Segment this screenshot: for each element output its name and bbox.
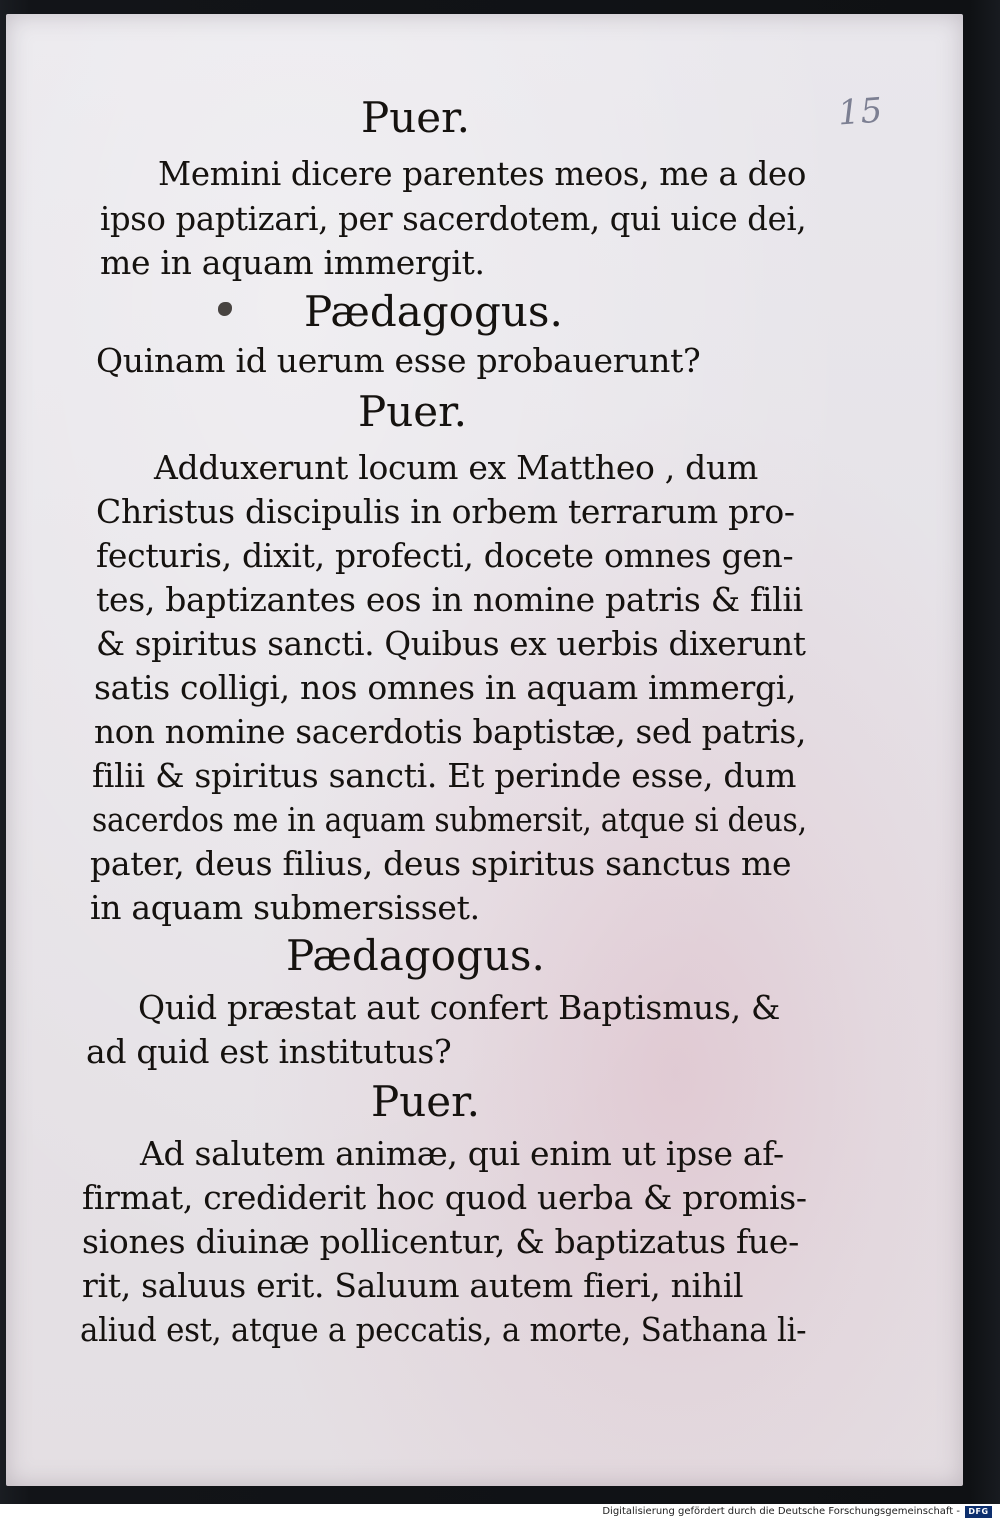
text-line: siones diuinæ pollicentur, & baptizatus fue-	[82, 1222, 799, 1261]
text-line: satis colligi, nos omnes in aquam immergi,	[94, 668, 797, 707]
text-line: Quinam id uerum esse probauerunt?	[96, 341, 701, 380]
text-line: aliud est, atque a peccatis, a morte, Sathana li-	[80, 1310, 807, 1349]
text-line: me in aquam immergit.	[100, 243, 485, 282]
text-line: sacerdos me in aquam submersit, atque si deus,	[92, 800, 807, 839]
text-line: tes, baptizantes eos in nomine patris & filii	[96, 580, 803, 619]
funding-credit: Digitalisierung gefördert durch die Deutsche Forschungsgemeinschaft -	[602, 1506, 960, 1517]
speaker-heading: Puer.	[361, 93, 470, 142]
book-page	[6, 14, 963, 1486]
speaker-heading: Pædagogus.	[304, 287, 563, 336]
text-line: ipso paptizari, per sacerdotem, qui uice dei,	[100, 199, 807, 238]
text-line: firmat, crediderit hoc quod uerba & promis-	[82, 1178, 807, 1217]
text-line: Christus discipulis in orbem terrarum pro-	[96, 492, 795, 531]
text-line: & spiritus sancti. Quibus ex uerbis dixerunt	[96, 624, 806, 663]
speaker-heading: Puer.	[358, 387, 467, 436]
text-line: Adduxerunt locum ex Mattheo , dum	[154, 448, 758, 487]
text-line: non nomine sacerdotis baptistæ, sed patris,	[94, 712, 807, 751]
speaker-heading: Puer.	[371, 1077, 480, 1126]
dfg-logo: DFG	[965, 1506, 992, 1518]
text-line: rit, saluus erit. Saluum autem fieri, nihil	[82, 1266, 744, 1305]
text-line: Quid præstat aut confert Baptismus, &	[138, 988, 781, 1027]
text-line: ad quid est institutus?	[86, 1032, 452, 1071]
text-line: in aquam submersisset.	[90, 888, 480, 927]
folio-number: 15	[836, 90, 885, 134]
ink-fleck	[218, 302, 232, 316]
speaker-heading: Pædagogus.	[286, 931, 545, 980]
text-line: fecturis, dixit, profecti, docete omnes gen-	[96, 536, 794, 575]
text-line: pater, deus filius, deus spiritus sanctus me	[90, 844, 792, 883]
text-line: filii & spiritus sancti. Et perinde esse, dum	[92, 756, 797, 795]
text-line: Ad salutem animæ, qui enim ut ipse af-	[140, 1134, 784, 1173]
text-line: Memini dicere parentes meos, me a deo	[158, 154, 807, 193]
